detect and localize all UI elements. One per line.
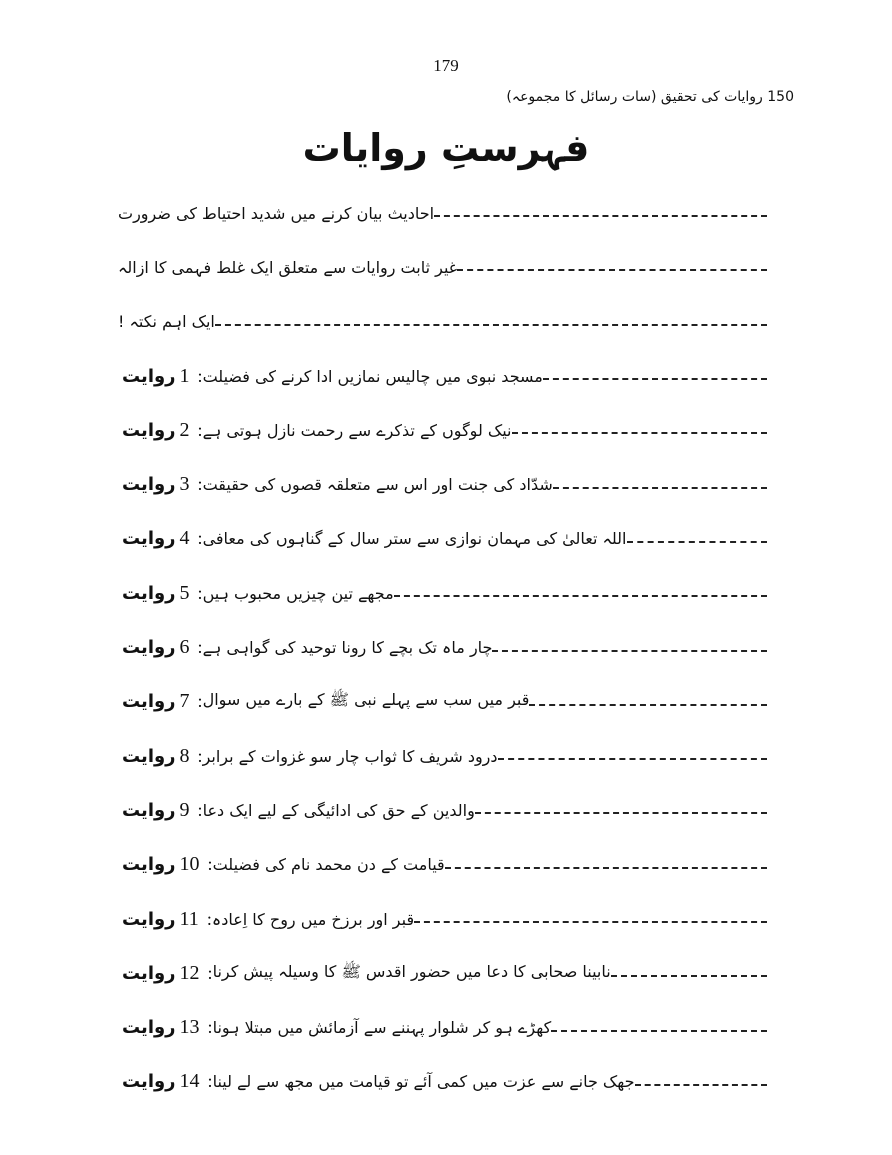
toc-entry-separator: :	[197, 528, 203, 549]
toc-entry-number: 3	[179, 473, 190, 496]
toc-entry-label: روایت	[122, 474, 176, 496]
toc-entry-separator: :	[197, 799, 203, 820]
dotted-leader	[475, 812, 767, 814]
toc-entry	[118, 729, 775, 783]
dotted-leader	[215, 324, 767, 326]
dotted-leader	[498, 758, 767, 760]
toc-entry-label: روایت	[122, 528, 176, 550]
dotted-leader	[445, 867, 767, 869]
toc-entry-number: 14	[179, 1070, 200, 1093]
toc-entry-separator: :	[207, 1017, 213, 1038]
dotted-leader	[492, 650, 767, 652]
toc-entry-separator: :	[197, 745, 203, 766]
toc-entry-label: روایت	[122, 1071, 176, 1093]
toc-entry-label: روایت	[122, 419, 176, 441]
dotted-leader	[551, 1030, 767, 1032]
toc-entry-label: روایت	[122, 365, 176, 387]
toc-entry-separator: :	[197, 691, 203, 712]
toc-entry-text: مجھے تین چیزیں محبوب ہیں	[202, 583, 394, 603]
toc-entry-separator: :	[206, 908, 212, 929]
dotted-leader	[611, 975, 767, 977]
toc-entry-separator: :	[207, 962, 213, 983]
dotted-leader	[414, 921, 767, 923]
toc-entry-number: 1	[179, 364, 190, 387]
toc-entry-text: نیک لوگوں کے تذکرے سے رحمت نازل ہوتی ہے	[202, 420, 512, 440]
toc-entry-text: احادیث بیان کرنے میں شدید احتیاط کی ضرورت	[118, 203, 435, 223]
dotted-leader	[627, 541, 768, 543]
table-of-contents	[118, 186, 775, 1109]
toc-entry-separator: :	[207, 1071, 213, 1092]
toc-entry-text: جھک جانے سے عزت میں کمی آئے تو قیامت میں مجھ سے لے لینا	[212, 1072, 635, 1092]
toc-entry-separator: :	[207, 854, 213, 875]
toc-entry	[118, 1000, 775, 1054]
toc-entry-label: روایت	[122, 637, 176, 659]
dotted-leader	[512, 432, 767, 434]
toc-entry	[118, 620, 775, 674]
dotted-leader	[529, 704, 767, 706]
toc-entry-number: 2	[179, 418, 190, 441]
toc-entry-text: نابینا صحابی کا دعا میں حضور اقدس ﷺ کا وسیلہ پیش کرنا	[212, 961, 611, 981]
dotted-leader	[553, 487, 767, 489]
toc-entry	[118, 783, 775, 837]
running-header: 150 روایات کی تحقیق (سات رسائل کا مجموعہ)	[506, 89, 794, 105]
toc-entry	[118, 349, 775, 403]
toc-entry-text: قبر میں سب سے پہلے نبی ﷺ کے بارے میں سوال	[202, 690, 530, 710]
dotted-leader	[635, 1084, 767, 1086]
toc-entry-text: کھڑے ہو کر شلوار پہننے سے آزمائش میں مبتلا ہونا	[212, 1018, 552, 1038]
toc-entry	[118, 946, 775, 1000]
toc-entry-number: 7	[179, 690, 190, 713]
toc-entry-label: روایت	[122, 908, 176, 930]
toc-entry-text: چار ماہ تک بچے کا رونا توحید کی گواہی ہے	[202, 638, 493, 658]
toc-entry-label: روایت	[122, 799, 176, 821]
toc-entry-label: روایت	[122, 962, 176, 984]
toc-entry-number: 8	[179, 744, 190, 767]
toc-entry-text: اللہ تعالیٰ کی مہمان نوازی سے ستر سال کے گناہوں کی معافی	[202, 529, 627, 549]
page-title: فہرستِ روایات	[302, 126, 590, 170]
toc-entry	[118, 566, 775, 620]
toc-entry	[118, 295, 775, 349]
toc-entry-text: ایک اہم نکتہ !	[118, 312, 215, 332]
toc-entry	[118, 512, 775, 566]
toc-entry-number: 10	[179, 853, 200, 876]
toc-entry-number: 6	[179, 636, 190, 659]
dotted-leader	[543, 378, 767, 380]
toc-entry	[118, 838, 775, 892]
toc-entry-separator: :	[197, 419, 203, 440]
toc-entry-text: قبر اور برزخ میں روح کا اِعادہ	[211, 909, 415, 929]
toc-entry	[118, 1055, 775, 1109]
toc-entry	[118, 403, 775, 457]
toc-entry-label: روایت	[122, 1017, 176, 1039]
toc-entry	[118, 240, 775, 294]
toc-entry-separator: :	[197, 637, 203, 658]
toc-entry-number: 9	[179, 798, 190, 821]
toc-entry-number: 12	[179, 961, 200, 984]
toc-entry-separator: :	[197, 365, 203, 386]
toc-entry-text: مسجد نبوی میں چالیس نمازیں ادا کرنے کی فضیلت	[202, 366, 543, 386]
toc-entry-label: روایت	[122, 854, 176, 876]
toc-entry-number: 4	[179, 527, 190, 550]
dotted-leader	[457, 269, 767, 271]
page-number: 179	[433, 56, 459, 75]
dotted-leader	[434, 215, 767, 217]
toc-entry-text: شدّاد کی جنت اور اس سے متعلقہ قصوں کی حقیقت	[202, 475, 553, 495]
toc-entry-separator: :	[197, 474, 203, 495]
toc-entry-text: قیامت کے دن محمد نام کی فضیلت	[212, 855, 445, 875]
toc-entry-label: روایت	[122, 691, 176, 713]
toc-entry-text: درود شریف کا ثواب چار سو غزوات کے برابر	[202, 746, 498, 766]
toc-entry	[118, 675, 775, 729]
toc-entry-number: 5	[179, 581, 190, 604]
toc-entry	[118, 186, 775, 240]
toc-entry-separator: :	[197, 582, 203, 603]
toc-entry-label: روایت	[122, 745, 176, 767]
toc-entry-text: غیر ثابت روایات سے متعلق ایک غلط فہمی کا ازالہ	[118, 257, 458, 277]
dotted-leader	[394, 595, 767, 597]
toc-entry-number: 13	[179, 1016, 200, 1039]
toc-entry-label: روایت	[122, 582, 176, 604]
toc-entry	[118, 457, 775, 511]
toc-entry-text: والدین کے حق کی ادائیگی کے لیے ایک دعا	[202, 800, 475, 820]
toc-entry	[118, 892, 775, 946]
toc-entry-number: 11	[179, 907, 199, 930]
